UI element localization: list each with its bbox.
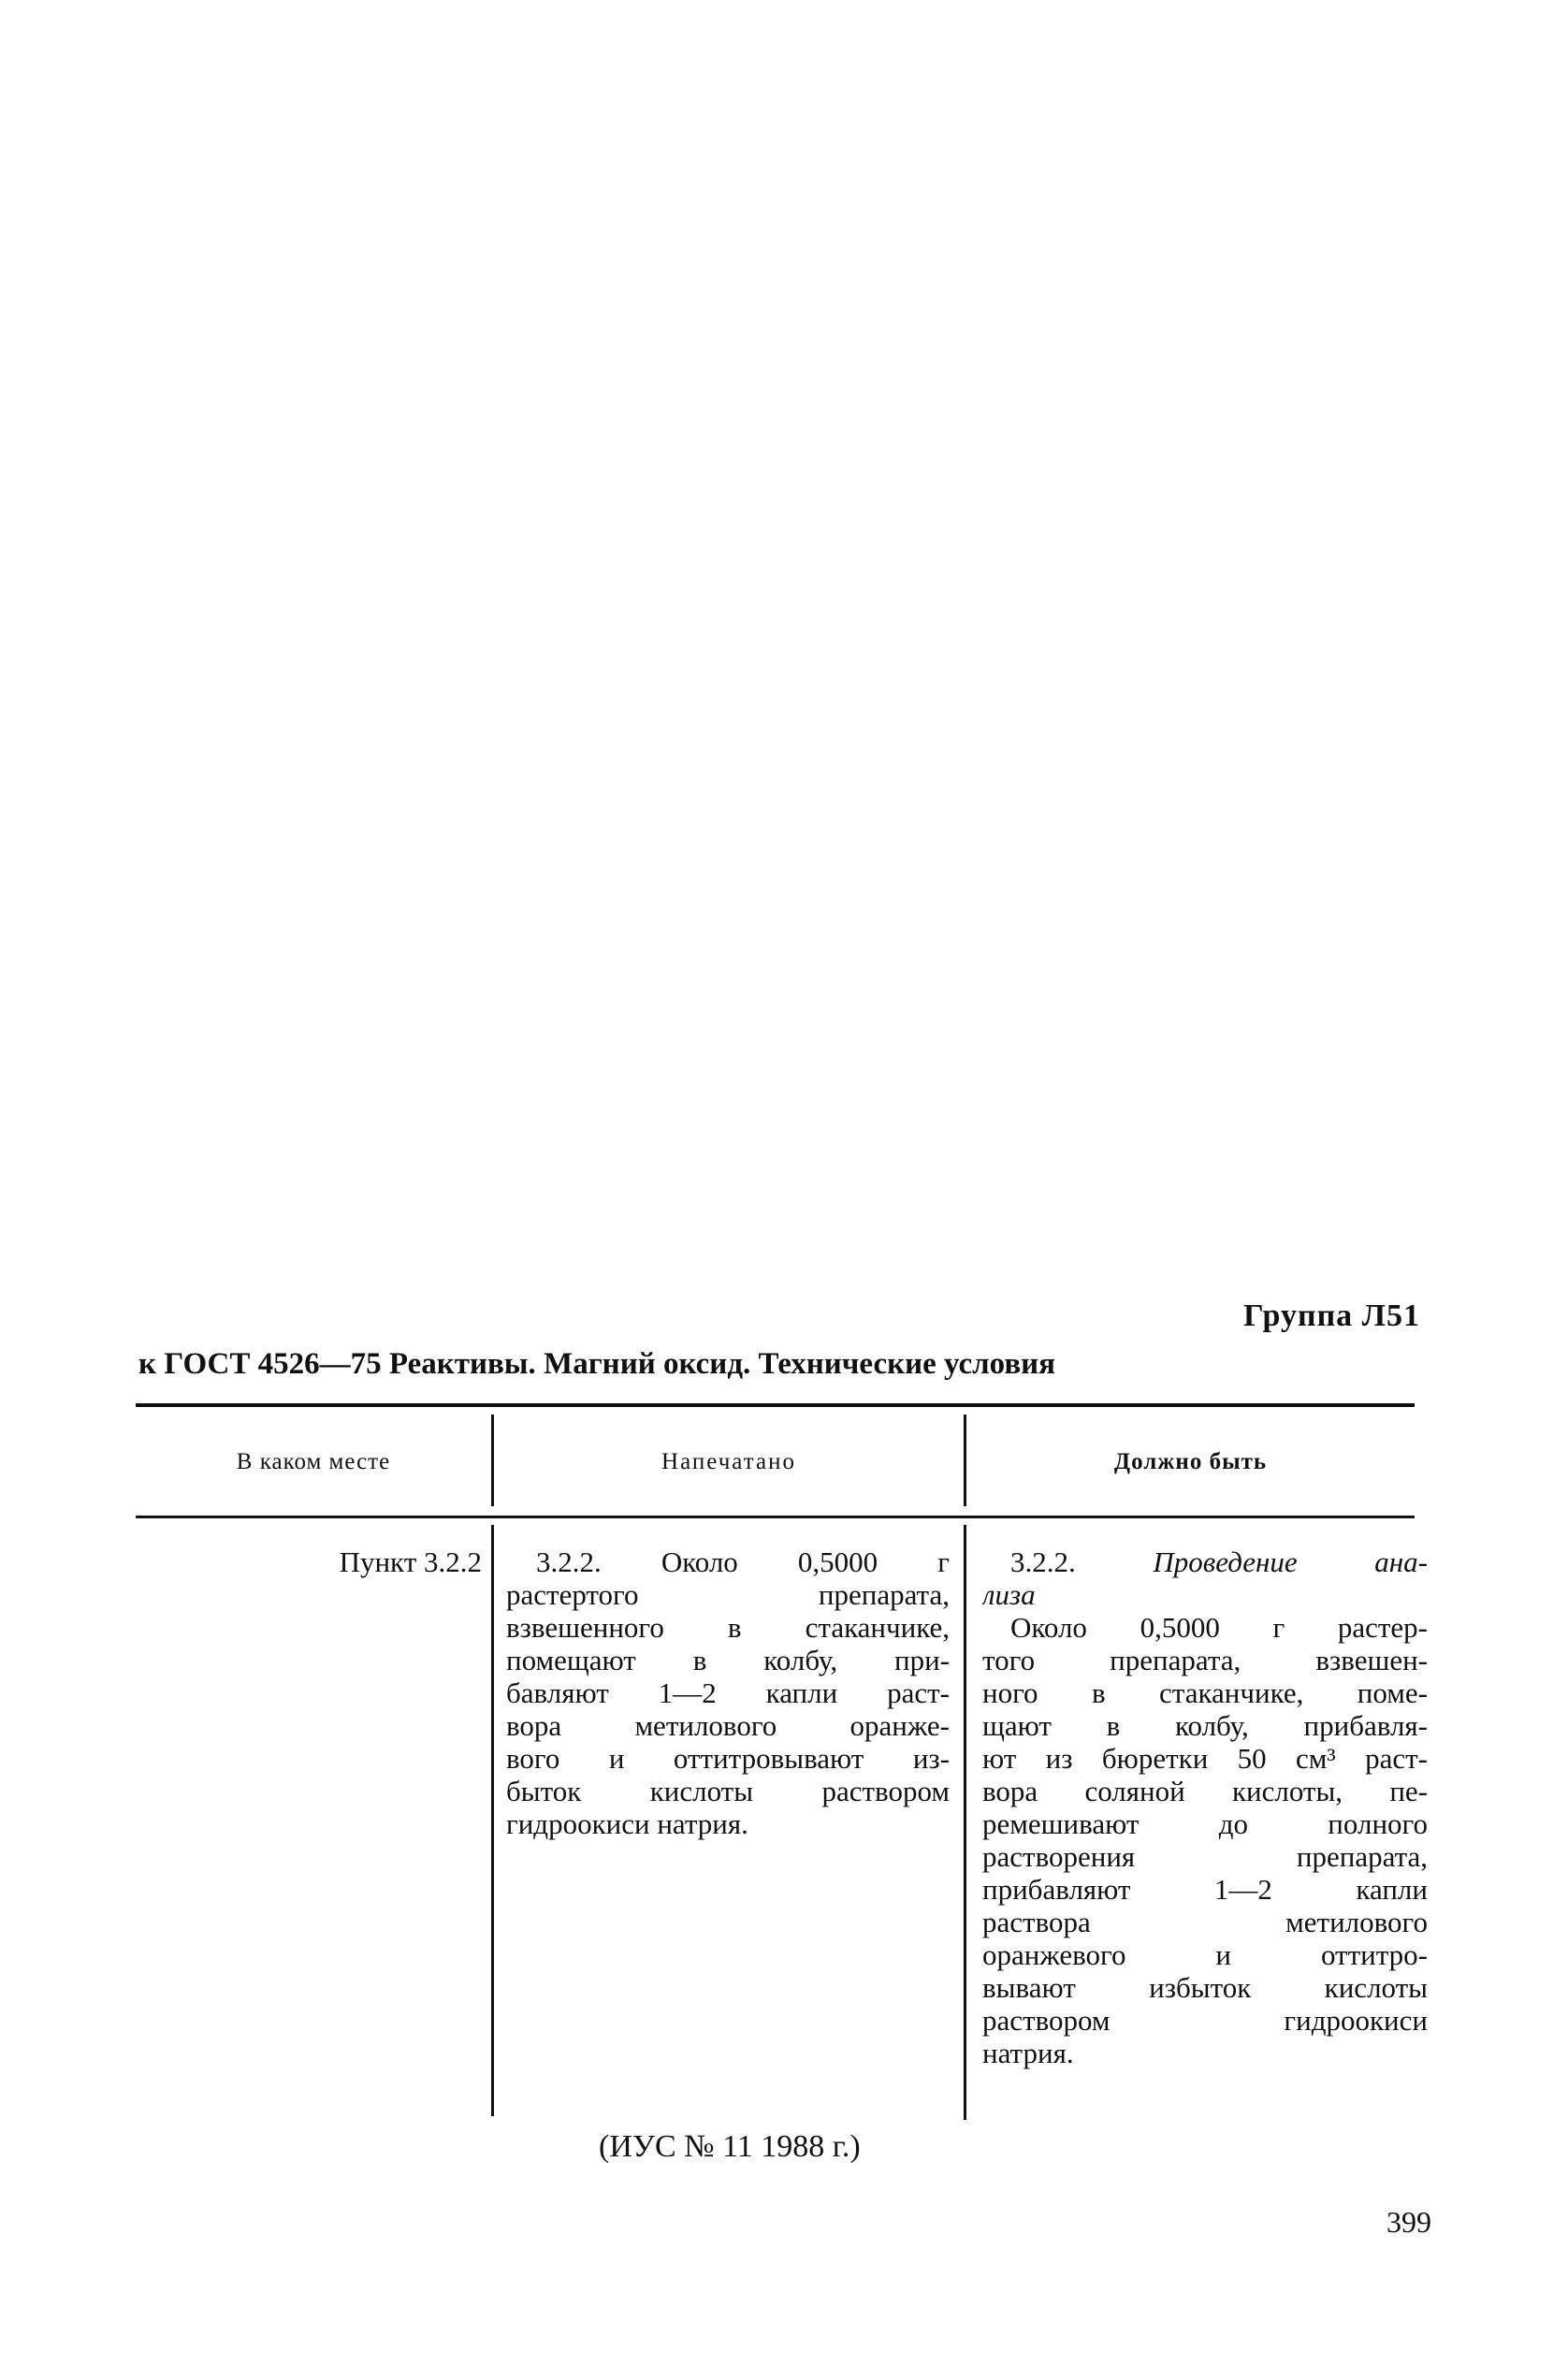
printed-line: помещают в колбу, при- [506, 1644, 950, 1676]
printed-line: вора метилового оранже- [506, 1709, 950, 1742]
header-divider-1 [491, 1415, 494, 1506]
body-divider-2 [964, 1525, 966, 2120]
should-line: вора соляной кислоты, пе- [982, 1775, 1428, 1807]
header-divider-2 [964, 1415, 966, 1506]
column-header-printed: Напечатано [661, 1449, 796, 1474]
cell-printed [506, 1545, 950, 1840]
column-header-place: В каком месте [236, 1449, 391, 1474]
printed-line: вого и оттитровывают из- [506, 1742, 950, 1775]
cell-place: Пункт 3.2.2 [339, 1545, 482, 1578]
column-header-should-be: Должно быть [1113, 1449, 1268, 1474]
printed-line: взвешенного в стаканчике, [506, 1611, 950, 1644]
should-line: Около 0,5000 г растер- [1010, 1611, 1428, 1644]
should-line: раствором гидроокиси [982, 2004, 1428, 2037]
should-line: ремешивают до полного [982, 1807, 1428, 1840]
printed-line: быток кислоты раствором [506, 1775, 950, 1807]
should-line: прибавляют 1—2 капли [982, 1873, 1428, 1906]
printed-line: растертого препарата, [506, 1578, 950, 1611]
page-number: 399 [1387, 2205, 1431, 2239]
should-line: ного в стаканчике, поме- [982, 1676, 1428, 1709]
printed-line: гидроокиси натрия. [506, 1807, 748, 1840]
should-line: того препарата, взвешен- [982, 1644, 1428, 1676]
header-bottom-rule [136, 1516, 1415, 1518]
section-heading-line [982, 1545, 1428, 1578]
should-line: растворения препарата, [982, 1840, 1428, 1873]
section-heading-continuation: лиза [982, 1578, 1036, 1611]
should-line: раствора метилового [982, 1906, 1428, 1938]
cell-should-be [982, 1545, 1428, 2069]
table-top-rule [136, 1403, 1415, 1407]
should-line: вывают избыток кислоты [982, 1971, 1428, 2004]
should-line: ют из бюретки 50 см³ раст- [982, 1742, 1428, 1775]
body-divider-1 [491, 1525, 494, 2116]
document-title: к ГОСТ 4526—75 Реактивы. Магний оксид. Технические условия [138, 1347, 1056, 1381]
section-number: 3.2.2. [1010, 1545, 1076, 1578]
should-line: щают в колбу, прибавля- [982, 1709, 1428, 1742]
printed-line: бавляют 1—2 капли раст- [506, 1676, 950, 1709]
section-heading-text: Проведение ана- [1153, 1545, 1428, 1578]
group-label: Группа Л51 [1243, 1299, 1420, 1333]
should-line: натрия. [982, 2037, 1074, 2069]
printed-line: 3.2.2. Около 0,5000 г [536, 1545, 950, 1578]
amendment-reference: (ИУС № 11 1988 г.) [599, 2129, 861, 2164]
should-line: оранжевого и оттитро- [982, 1938, 1428, 1971]
